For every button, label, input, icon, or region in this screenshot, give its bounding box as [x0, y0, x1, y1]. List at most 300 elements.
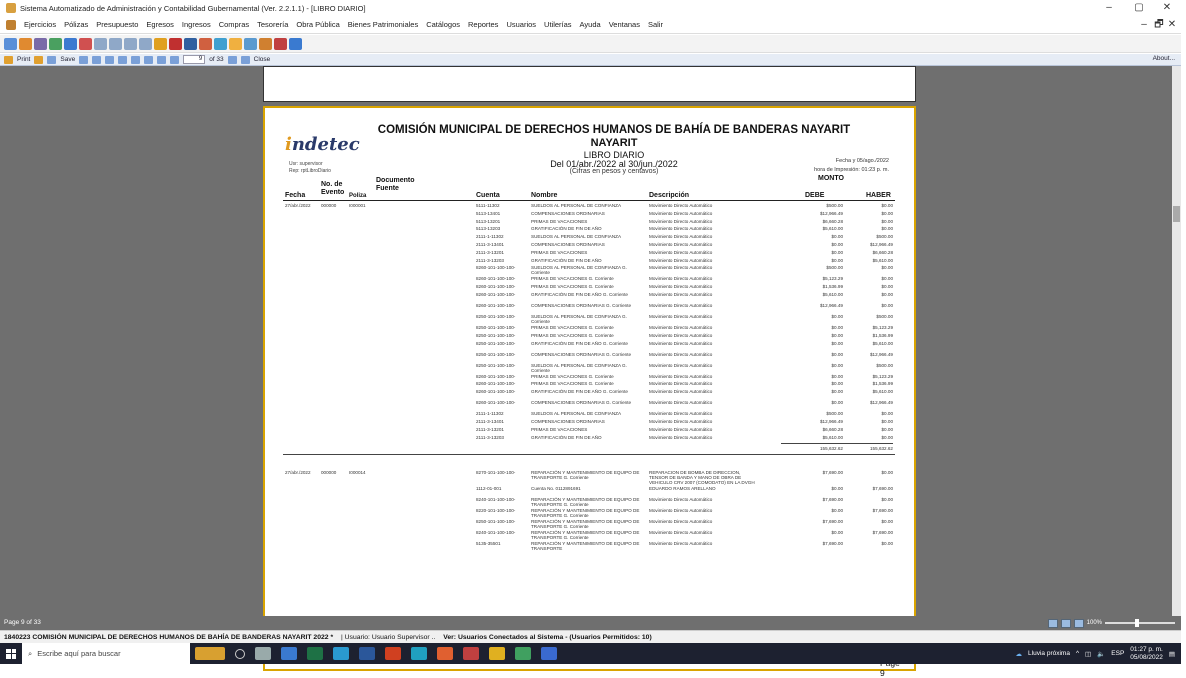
cell-credit: $12,966.49 — [870, 242, 893, 247]
stop-icon[interactable] — [169, 38, 182, 50]
clock[interactable]: 01:27 p. m. 05/08/2022 — [1130, 645, 1163, 661]
cell-name: PRIMAS DE VACACIONES — [531, 426, 588, 432]
previous-page-icon[interactable] — [170, 56, 179, 64]
cell-account: 8260-101-100-100- — [476, 292, 516, 297]
fit-view-icon[interactable] — [1074, 619, 1084, 628]
col-cuenta: Cuenta — [476, 192, 500, 199]
cell-debit: $7,690.00 — [822, 470, 843, 476]
cell-debit: $0.00 — [831, 400, 843, 406]
cell-debit: $12,966.49 — [820, 419, 843, 424]
cell-name: GRATIFICACIÓN DE FIN DE AÑO — [531, 434, 602, 440]
chrome-icon[interactable] — [411, 647, 427, 660]
cell-credit: $12,966.49 — [870, 400, 893, 406]
single-page-icon[interactable] — [105, 56, 114, 64]
document-icon[interactable] — [64, 38, 77, 50]
window-icon-4[interactable] — [139, 38, 152, 50]
cell-description: Movimiento Directo Automático — [649, 203, 713, 208]
cell-account: 2111-3-13401 — [476, 242, 504, 247]
cell-name: PRIMAS DE VACACIONES — [531, 218, 588, 224]
cell-description: Movimiento Directo Automático — [649, 541, 713, 547]
cell-account: 8220-101-100-100- — [476, 508, 516, 514]
next-page-icon[interactable] — [228, 56, 237, 64]
cell-description: Movimiento Directo Automático — [649, 257, 713, 263]
menu-bar — [0, 16, 1181, 34]
page-number-input[interactable]: 9 — [183, 55, 205, 64]
cell-credit: $0.00 — [881, 218, 893, 224]
key-icon[interactable] — [229, 38, 242, 50]
col-evento: No. de Evento — [321, 181, 345, 196]
cell-credit: $500.00 — [876, 234, 893, 240]
save-icon[interactable] — [47, 56, 56, 64]
cell-description: Movimiento Directo Automático — [649, 314, 713, 319]
system-tray — [1016, 643, 1181, 664]
cell-description: Movimiento Directo Automático — [649, 373, 713, 379]
cell-name: REPARACIÓN Y MANTENIMIENTO DE EQUIPO DE TRANSPORTE — [531, 541, 640, 552]
cell-name: PRIMAS DE VACACIONES G. Corriente — [531, 276, 614, 282]
cell-name: REPARACIÓN Y MANTENIMIENTO DE EQUIPO DE TRANSPORTE G. Corriente — [531, 530, 640, 541]
cell-name: GRATIFICACIÓN DE FIN DE AÑO — [531, 226, 602, 232]
tray-expand-icon[interactable]: ^ — [1075, 650, 1080, 657]
menu-item-ejercicios[interactable]: Ejercicios — [24, 20, 57, 29]
organization-state: NAYARIT — [590, 137, 638, 149]
cell-account: 5111-11302 — [476, 203, 500, 208]
cell-account: 8260-101-100-100- — [476, 373, 516, 379]
previous-page — [263, 66, 916, 102]
cell-description: Movimiento Directo Automático — [649, 411, 713, 417]
menu-item-ingresos[interactable]: Ingresos — [181, 20, 211, 29]
print-button[interactable]: Print — [17, 56, 31, 63]
app-icon-1[interactable] — [437, 647, 453, 660]
maximize-button[interactable]: ▢ — [1134, 2, 1144, 13]
network-icon[interactable]: ◫ — [1085, 650, 1092, 658]
cell-debit: $12,966.49 — [820, 303, 843, 308]
cell-account: 8250-101-100-100- — [476, 314, 516, 319]
coins-icon[interactable] — [154, 38, 167, 50]
report-note: (Cifras en pesos y centavos) — [569, 168, 659, 175]
person-icon[interactable] — [244, 38, 257, 50]
cell-account: 2111-3-13201 — [476, 426, 504, 432]
task-view-icon[interactable] — [255, 647, 271, 660]
cell-debit: $0.00 — [831, 381, 843, 387]
cell-debit: $0.00 — [831, 508, 843, 514]
cell-credit: $7,690.00 — [872, 530, 893, 536]
about-button[interactable]: About... — [1152, 55, 1175, 62]
cell-debit: $0.00 — [831, 486, 843, 492]
cell-name: REPARACIÓN Y MANTENIMIENTO DE EQUIPO DE TRANSPORTE G. Corriente — [531, 497, 640, 508]
cell-description: EDUARDO RAMOS ARELLANO — [649, 486, 716, 492]
cell-description: Movimiento Directo Automático — [649, 419, 713, 424]
back-icon[interactable] — [4, 38, 17, 50]
menu-item-egresos[interactable]: Egresos — [146, 20, 174, 29]
cell-debit: $5,610.00 — [822, 434, 843, 440]
cell-debit: $5,610.00 — [822, 292, 843, 297]
cell-credit: $0.00 — [881, 519, 893, 525]
cell-debit: $0.00 — [831, 234, 843, 240]
app-icon-4[interactable] — [515, 647, 531, 660]
monto-header: MONTO — [818, 175, 844, 182]
cell-credit: $5,610.00 — [872, 257, 893, 263]
weather-icon[interactable]: ☁ — [1015, 650, 1023, 658]
cell-name: COMPENSACIONES ORDINARIAS G. Corriente — [531, 303, 632, 308]
file-explorer-icon[interactable] — [281, 647, 297, 660]
page-count-label: of 33 — [209, 56, 224, 63]
cell-debit: $5,123.29 — [822, 276, 843, 282]
cell-credit: $1,536.99 — [872, 332, 893, 338]
viewer-status-bar — [0, 616, 1181, 630]
cell-account: 8240-101-100-100- — [476, 497, 516, 503]
cell-account: 8250-101-100-100- — [476, 351, 516, 357]
close-report-button[interactable]: Close — [253, 56, 271, 63]
menu-item-polizas[interactable]: Pólizas — [64, 20, 89, 29]
cell-date: 27/abr./2022 — [285, 203, 311, 208]
cell-account: 8260-101-100-100- — [476, 381, 516, 387]
heart-icon[interactable] — [274, 38, 287, 50]
app-icon-5[interactable] — [541, 647, 557, 660]
cell-credit: $0.00 — [881, 284, 893, 290]
cell-name: GRATIFICACIÓN DE FIN DE AÑO G. Corriente — [531, 389, 628, 395]
start-button[interactable] — [0, 643, 22, 664]
cell-name: PRIMAS DE VACACIONES — [531, 249, 588, 255]
cell-description: Movimiento Directo Automático — [649, 284, 713, 290]
user-status: | Usuario: Usuario Supervisor .. — [340, 634, 436, 641]
menu-item-reportes[interactable]: Reportes — [468, 20, 499, 29]
calendar-icon[interactable] — [184, 38, 197, 50]
weather-text[interactable]: Lluvia próxima — [1028, 650, 1070, 657]
cell-name: REPARACIÓN Y MANTENIMIENTO DE EQUIPO DE TRANSPORTE G. Corriente — [531, 470, 640, 481]
users-icon[interactable] — [34, 38, 47, 50]
cell-credit: $500.00 — [876, 362, 893, 368]
cell-debit: $500.00 — [826, 203, 843, 208]
menu-item-tesoreria[interactable]: Tesorería — [257, 20, 289, 29]
col-descripcion: Descripción — [649, 192, 690, 199]
cell-description: Movimiento Directo Automático — [649, 362, 713, 368]
app-status-bar — [0, 630, 1181, 643]
menu-item-ayuda[interactable]: Ayuda — [579, 20, 601, 29]
info-icon[interactable] — [289, 38, 302, 50]
col-poliza: Poliza — [349, 193, 367, 199]
cell-account: 2111-3-13203 — [476, 434, 504, 440]
cell-description: Movimiento Directo Automático — [649, 303, 713, 308]
zoom-slider[interactable] — [1105, 622, 1175, 624]
cell-credit: $0.00 — [881, 303, 893, 308]
cell-description: Movimiento Directo Automático — [649, 426, 713, 432]
cell-credit: $0.00 — [881, 419, 893, 424]
multi-page-icon[interactable] — [118, 56, 127, 64]
cell-account: 2111-3-13201 — [476, 249, 504, 255]
cell-account: 8260-101-100-100- — [476, 284, 516, 290]
cell-account: 2111-1-11302 — [476, 234, 504, 240]
col-documento-fuente: Documento Fuente — [376, 177, 415, 192]
cell-account: 8260-101-100-100- — [476, 265, 516, 271]
cell-policy: I000014 — [349, 470, 366, 476]
cell-credit: $5,123.29 — [872, 373, 893, 379]
word-icon[interactable] — [359, 647, 375, 660]
cell-name: COMPENSACIONES ORDINARIAS G. Corriente — [531, 400, 632, 406]
cell-name: COMPENSACIONES ORDINARIAS — [531, 210, 605, 216]
cell-account: 5113-13203 — [476, 226, 501, 232]
scroll-thumb[interactable] — [1173, 206, 1180, 222]
cell-credit: $0.00 — [881, 470, 893, 476]
cell-account: 8260-101-100-100- — [476, 400, 516, 406]
cell-debit: $500.00 — [826, 411, 843, 417]
cell-credit: $5,610.00 — [872, 389, 893, 395]
cell-credit: $12,966.49 — [870, 351, 893, 357]
entity-status: 1840223 COMISIÓN MUNICIPAL DE DERECHOS HUMANOS DE BAHÍA DE BANDERAS NAYARIT 2022 * — [4, 634, 334, 641]
cell-debit: $0.00 — [831, 242, 843, 247]
cell-debit: $0.00 — [831, 389, 843, 395]
multi-view-icon[interactable] — [1061, 619, 1071, 628]
menu-item-compras[interactable]: Compras — [218, 20, 250, 29]
cell-debit: $0.00 — [831, 249, 843, 255]
cell-debit: $0.00 — [831, 362, 843, 368]
cell-account: 2111-3-13401 — [476, 419, 504, 424]
last-page-icon[interactable] — [241, 56, 250, 64]
report-user-info: Usr: supervisor Rep: rptLibroDiario — [289, 161, 331, 174]
cell-name: SUELDOS AL PERSONAL DE CONFIANZA — [531, 203, 622, 208]
cell-account: 8250-101-100-100- — [476, 362, 516, 368]
report-title: LIBRO DIARIO — [583, 150, 645, 160]
cell-credit: $0.00 — [881, 226, 893, 232]
cell-name: PRIMAS DE VACACIONES G. Corriente — [531, 325, 614, 330]
cell-account: 8260-101-100-100- — [476, 303, 516, 308]
cell-account: 8240-101-100-100- — [476, 530, 516, 536]
cell-account: 5113-13201 — [476, 218, 501, 224]
cell-description: Movimiento Directo Automático — [649, 381, 713, 387]
cell-credit: $0.00 — [881, 497, 893, 503]
single-view-icon[interactable] — [1048, 619, 1058, 628]
page-footer-number: 9 — [880, 668, 885, 678]
cell-debit: $12,966.49 — [820, 210, 843, 216]
report-date-range: Del 01/abr./2022 al 30/jun./2022 — [550, 159, 678, 169]
excel-icon[interactable] — [307, 647, 323, 660]
edge-icon[interactable] — [333, 647, 349, 660]
cell-description: Movimiento Directo Automático — [649, 292, 713, 297]
cell-credit: $7,690.00 — [872, 486, 893, 492]
menu-item-ventanas[interactable]: Ventanas — [608, 20, 640, 29]
cell-name: COMPENSACIONES ORDINARIAS — [531, 242, 605, 247]
cell-credit: $500.00 — [876, 314, 893, 319]
cell-description: Movimiento Directo Automático — [649, 400, 713, 406]
col-haber: HABER — [866, 192, 891, 199]
cell-description: Movimiento Directo Automático — [649, 226, 713, 232]
app-icon-3[interactable] — [489, 647, 505, 660]
window-icon-2[interactable] — [109, 38, 122, 50]
cell-debit: $0.00 — [831, 530, 843, 536]
cell-credit: $5,123.29 — [872, 325, 893, 330]
find-icon[interactable] — [92, 56, 101, 64]
cell-account: 8250-101-100-100- — [476, 340, 516, 346]
cell-name: Cuenta No. 0112891691 — [531, 486, 581, 492]
menu-item-usuarios[interactable]: Usuarios — [506, 20, 537, 29]
cell-debit: $1,536.99 — [822, 284, 843, 290]
cell-description: Movimiento Directo Automático — [649, 218, 713, 224]
cell-credit: $7,690.00 — [872, 508, 893, 514]
cell-name: PRIMAS DE VACACIONES G. Corriente — [531, 381, 614, 387]
cell-credit: $0.00 — [881, 210, 893, 216]
cell-credit: $5,610.00 — [872, 340, 893, 346]
cell-debit: $0.00 — [831, 340, 843, 346]
cell-description: Movimiento Directo Automático — [649, 249, 713, 255]
taskbar-search[interactable] — [22, 643, 190, 664]
search-icon: ⌕ — [28, 648, 33, 658]
cell-name: SUELDOS AL PERSONAL DE CONFIANZA — [531, 234, 622, 240]
notifications-icon[interactable]: ▤ — [1168, 650, 1175, 658]
zoom-control — [1048, 618, 1175, 628]
cell-account: 8260-101-100-100- — [476, 276, 516, 282]
cell-name: GRATIFICACIÓN DE FIN DE AÑO G. Corriente — [531, 340, 628, 346]
mdi-close-button[interactable]: ✕ — [1167, 19, 1177, 30]
first-page-icon[interactable] — [157, 56, 166, 64]
cell-credit: $0.00 — [881, 411, 893, 417]
cell-account: 2111-3-13203 — [476, 257, 504, 263]
cortana-icon[interactable] — [235, 649, 245, 659]
save-button[interactable]: Save — [60, 56, 76, 63]
language-indicator[interactable]: ESP — [1111, 650, 1125, 657]
cell-name: PRIMAS DE VACACIONES G. Corriente — [531, 373, 614, 379]
cell-description: Movimiento Directo Automático — [649, 265, 713, 271]
cell-credit: $0.00 — [881, 426, 893, 432]
cell-credit: $0.00 — [881, 276, 893, 282]
cell-debit: $6,660.28 — [822, 426, 843, 432]
total-divider — [781, 443, 893, 444]
cell-account: 8250-101-100-100- — [476, 519, 516, 525]
menu-item-obra-publica[interactable]: Obra Pública — [296, 20, 340, 29]
cell-name: SUELDOS AL PERSONAL DE CONFIANZA — [531, 411, 622, 417]
cell-credit: $0.00 — [881, 292, 893, 297]
menu-item-bienes-patrimoniales[interactable]: Bienes Patrimoniales — [347, 20, 419, 29]
cell-account: 8260-101-100-100- — [476, 389, 516, 395]
grid-icon[interactable] — [79, 38, 92, 50]
globe-icon[interactable] — [214, 38, 227, 50]
total-debit: 155,632.62 — [820, 446, 843, 452]
cell-event: 000000 — [321, 203, 337, 208]
app-icon — [6, 3, 16, 13]
close-button[interactable]: ✕ — [1162, 2, 1172, 13]
cell-event: 000000 — [321, 470, 337, 476]
windows-taskbar — [0, 643, 1181, 664]
cell-credit: $0.00 — [881, 265, 893, 271]
col-debe: DEBE — [805, 192, 825, 199]
minimize-button[interactable]: – — [1106, 2, 1112, 13]
print-date: Fecha y 05/ago./2022 hora de Impresión: 01:23 p. m. — [814, 158, 889, 173]
search-placeholder: Escribe aquí para buscar — [37, 649, 121, 658]
cell-debit: $0.00 — [831, 325, 843, 330]
block-divider — [283, 454, 895, 455]
cell-description: Movimiento Directo Automático — [649, 340, 713, 346]
window-title: Sistema Automatizado de Administración y Contabilidad Gubernamental (Ver. 2.2.1.1) - [LIBRO DIARIO] — [20, 3, 366, 13]
vertical-scrollbar[interactable] — [1172, 66, 1181, 616]
volume-icon[interactable]: 🔈 — [1097, 650, 1106, 658]
cell-account: 5135-35501 — [476, 541, 501, 547]
cell-description: Movimiento Directo Automático — [649, 210, 713, 216]
cell-account: 1112-01-001 — [476, 486, 502, 492]
cell-account: 2111-1-11302 — [476, 411, 504, 417]
cell-debit: $0.00 — [831, 373, 843, 379]
cell-description: REPARACION DE BOMBA DE DIRECCION, TENSOR DE BANDA Y MANO DE OBRA DE VEHICULO CRV 2007 (COMODATO) EN LA DVGH — [649, 470, 755, 486]
window-icon-1[interactable] — [94, 38, 107, 50]
app-toolbar — [0, 35, 1181, 53]
cell-name: PRIMAS DE VACACIONES G. Corriente — [531, 332, 614, 338]
cell-debit: $7,690.00 — [822, 497, 843, 503]
open-icon[interactable] — [34, 56, 43, 64]
cell-credit: $6,660.28 — [872, 249, 893, 255]
col-fecha: Fecha — [285, 192, 306, 199]
menu-item-salir[interactable]: Salir — [647, 20, 663, 29]
cell-name: COMPENSACIONES ORDINARIAS G. Corriente — [531, 351, 632, 357]
cell-description: Movimiento Directo Automático — [649, 508, 713, 514]
tools-icon[interactable] — [199, 38, 212, 50]
cell-name: GRATIFICACIÓN DE FIN DE AÑO G. Corriente — [531, 292, 628, 297]
cell-account: 8250-101-100-100- — [476, 332, 516, 338]
cell-date: 27/abr./2022 — [285, 470, 311, 476]
cell-credit: $0.00 — [881, 434, 893, 440]
cell-credit: $0.00 — [881, 203, 893, 208]
cell-description: Movimiento Directo Automático — [649, 497, 713, 503]
email-icon[interactable] — [79, 56, 88, 64]
cell-debit: $0.00 — [831, 332, 843, 338]
cell-account: 8270-101-100-100- — [476, 470, 516, 476]
cell-description: Movimiento Directo Automático — [649, 276, 713, 282]
news-widget-icon[interactable] — [195, 647, 225, 660]
mdi-restore-button[interactable]: 🗗 — [1154, 19, 1164, 30]
cell-debit: $7,690.00 — [822, 519, 843, 525]
chart-icon[interactable] — [49, 38, 62, 50]
mdi-minimize-button[interactable]: – — [1141, 19, 1147, 30]
folder-icon[interactable] — [19, 38, 32, 50]
connected-users-link[interactable]: Ver: Usuarios Conectados al Sistema - (Usuarios Permitidos: 10) — [443, 634, 652, 641]
cell-description: Movimiento Directo Automático — [649, 332, 713, 338]
total-credit: 155,632.62 — [870, 446, 893, 452]
app-icon-2[interactable] — [463, 647, 479, 660]
windows-icon — [6, 649, 16, 659]
menu-item-presupuesto[interactable]: Presupuesto — [96, 20, 139, 29]
zoom-level: 100% — [1086, 620, 1102, 626]
zoom-slider-knob[interactable] — [1135, 619, 1139, 627]
cell-debit: $0.00 — [831, 257, 843, 263]
cell-description: Movimiento Directo Automático — [649, 434, 713, 440]
header-divider — [283, 200, 895, 201]
cell-description: Movimiento Directo Automático — [649, 351, 713, 357]
print-icon[interactable] — [4, 56, 13, 64]
indetec-logo: indetec — [285, 134, 360, 155]
cell-debit: $5,610.00 — [822, 226, 843, 232]
cell-name: SUELDOS AL PERSONAL DE CONFIANZA G. Corriente — [531, 314, 627, 324]
cell-name: SUELDOS AL PERSONAL DE CONFIANZA G. Corriente — [531, 362, 627, 373]
organization-name: COMISIÓN MUNICIPAL DE DERECHOS HUMANOS DE BAHÍA DE BANDERAS NAYARIT — [377, 124, 851, 136]
cell-name: SUELDOS AL PERSONAL DE CONFIANZA G. Corriente — [531, 265, 627, 276]
cell-debit: $0.00 — [831, 351, 843, 357]
cell-account: 8250-101-100-100- — [476, 325, 516, 330]
zoom-in-icon[interactable] — [131, 56, 140, 64]
cell-credit: $0.00 — [881, 541, 893, 547]
page-status: Page 9 of 33 — [4, 619, 41, 626]
report-page — [263, 106, 916, 678]
cell-credit: $1,536.99 — [872, 381, 893, 387]
cell-name: REPARACIÓN Y MANTENIMIENTO DE EQUIPO DE TRANSPORTE G. Corriente — [531, 519, 640, 530]
cell-name: REPARACIÓN Y MANTENIMIENTO DE EQUIPO DE TRANSPORTE G. Corriente — [531, 508, 640, 519]
report-viewer-toolbar — [0, 54, 1181, 66]
cell-description: Movimiento Directo Automático — [649, 389, 713, 395]
mdi-child-icon — [6, 20, 16, 30]
zoom-out-icon[interactable] — [144, 56, 153, 64]
window-icon-3[interactable] — [124, 38, 137, 50]
office-icon[interactable] — [385, 647, 401, 660]
cell-debit: $6,660.28 — [822, 218, 843, 224]
menu-item-catalogos[interactable]: Catálogos — [426, 20, 460, 29]
menu-item-utilerias[interactable]: Utilerías — [544, 20, 572, 29]
window-title-bar — [0, 0, 1181, 16]
wrench-icon[interactable] — [259, 38, 272, 50]
